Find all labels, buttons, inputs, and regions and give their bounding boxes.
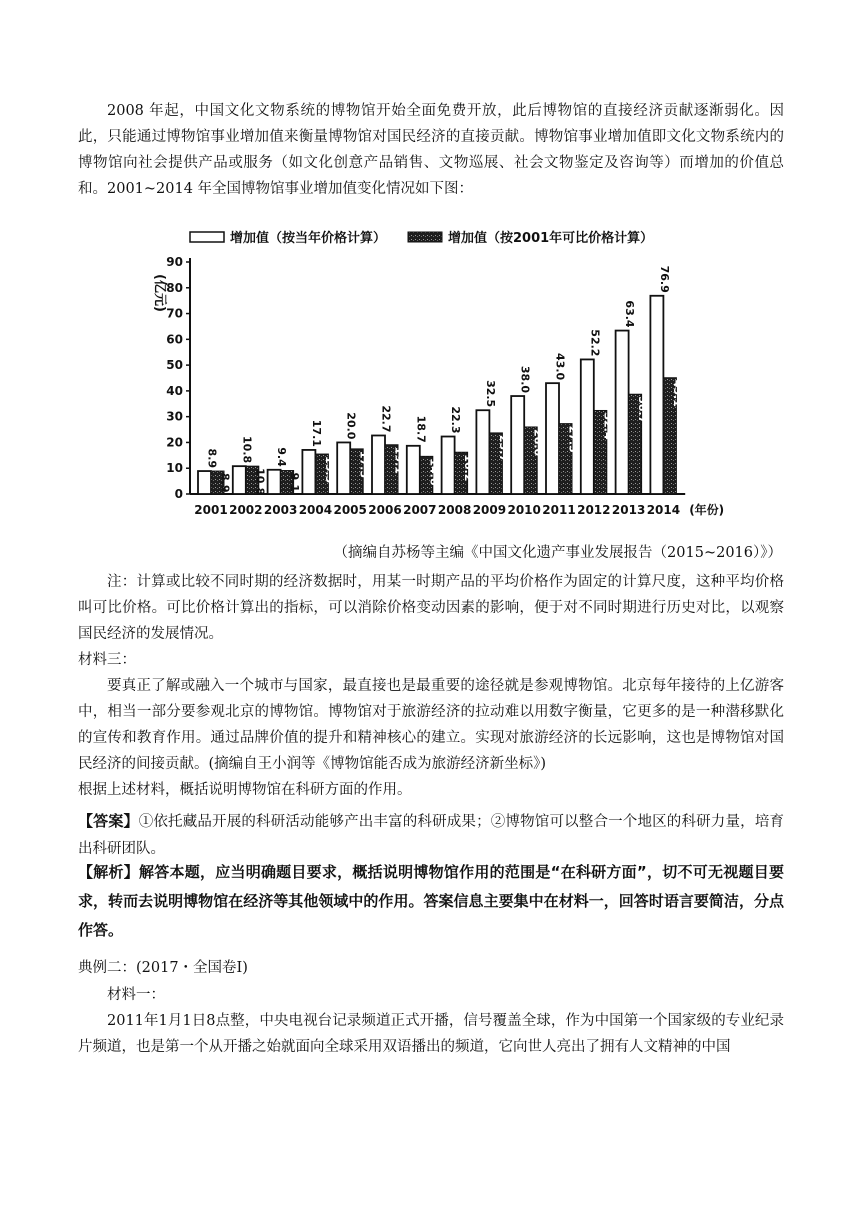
bar-current-price xyxy=(337,442,350,494)
material-three-heading: 材料三： xyxy=(78,652,136,668)
material-one-heading: 材料一： xyxy=(107,987,165,1003)
data-label-comparable-price: 8.9 xyxy=(218,473,232,493)
y-tick-label: 60 xyxy=(166,332,183,347)
data-label-comparable-price: 38.7 xyxy=(636,396,650,424)
y-tick-label: 40 xyxy=(166,383,183,398)
data-label-current-price: 63.4 xyxy=(623,300,637,328)
x-tick-label: 2005 xyxy=(333,503,367,517)
legend-label-comparable-price: 增加值（按2001年可比价格计算） xyxy=(448,231,654,246)
x-tick-label: 2011 xyxy=(542,503,576,517)
y-tick-label: 20 xyxy=(166,435,183,450)
x-tick-label: 2014 xyxy=(646,503,681,517)
bar-current-price xyxy=(476,410,489,494)
data-label-current-price: 52.2 xyxy=(588,329,602,357)
x-tick-label: 2002 xyxy=(229,503,263,517)
bar-current-price xyxy=(407,446,420,494)
data-label-comparable-price: 10.8 xyxy=(253,468,267,496)
bar-current-price xyxy=(302,450,315,494)
answer-paragraph xyxy=(78,807,784,862)
bar-current-price xyxy=(372,435,385,494)
data-label-comparable-price: 15.5 xyxy=(322,456,336,484)
data-label-comparable-price: 14.6 xyxy=(427,458,441,486)
x-tick-label: 2001 xyxy=(194,503,228,517)
bar-current-price xyxy=(233,466,246,494)
x-tick-label: 2013 xyxy=(611,503,646,517)
question-text: 根据上述材料，概括说明博物馆在科研方面的作用。 xyxy=(78,782,412,798)
x-tick-label: 2010 xyxy=(507,503,541,517)
y-tick-label: 10 xyxy=(166,461,183,476)
x-tick-label: 2007 xyxy=(403,503,437,517)
data-label-current-price: 22.3 xyxy=(449,406,463,434)
data-label-current-price: 17.1 xyxy=(309,419,323,447)
x-tick-label: 2009 xyxy=(472,503,507,517)
legend-label-current-price: 增加值（按当年价格计算） xyxy=(230,231,387,246)
x-axis-label: (年份) xyxy=(689,503,725,517)
x-tick-label: 2012 xyxy=(577,503,611,517)
answer-text: ①依托藏品开展的科研活动能够产出丰富的科研成果；②博物馆可以整合一个地区的科研力量，培育出科研团队。 xyxy=(78,814,784,857)
y-tick-label: 50 xyxy=(166,358,183,373)
y-tick-label: 80 xyxy=(166,280,183,295)
bar-current-price xyxy=(198,471,211,494)
x-tick-label: 2006 xyxy=(368,503,402,517)
answer-label: 【答案】 xyxy=(78,812,139,830)
data-label-comparable-price: 23.7 xyxy=(496,434,510,463)
data-label-current-price: 76.9 xyxy=(657,265,671,293)
bar-current-price xyxy=(442,437,455,494)
analysis-paragraph xyxy=(78,858,784,945)
bar-current-price xyxy=(511,396,524,494)
y-tick-label: 0 xyxy=(174,487,183,501)
data-label-current-price: 22.7 xyxy=(379,405,393,433)
data-label-comparable-price: 19.1 xyxy=(392,446,406,474)
data-label-current-price: 9.4 xyxy=(275,447,289,467)
data-label-comparable-price: 17.5 xyxy=(357,450,371,479)
data-label-current-price: 10.8 xyxy=(240,436,254,464)
data-label-current-price: 32.5 xyxy=(483,380,497,408)
bar-current-price xyxy=(616,331,629,494)
y-axis-label: (亿元) xyxy=(152,274,167,312)
y-tick-label: 90 xyxy=(166,255,183,269)
analysis-text: 解答本题，应当明确题目要求，概括说明博物馆作用的范围是“在科研方面”，切不可无视题目要求，转而去说明博物馆在经济等其他领域中的作用。答案信息主要集中在材料一，回答时语言要简洁，分点作答。 xyxy=(78,863,784,939)
bar-current-price xyxy=(546,383,559,494)
material-three-paragraph: 要真正了解或融入一个城市与国家，最直接也是最重要的途径就是参观博物馆。北京每年接待的上亿游客中，相当一部分要参观北京的博物馆。博物馆对于旅游经济的拉动难以用数字衡量，它更多的是一种潜移默化的宣传和教育作用。通过品牌价值的提升和精神核心的建立。实现对旅游经济的长远影响，这也是博物馆对国民经济的间接贡献。(摘编自王小润等《博物馆能否成为旅游经济新坐标》) xyxy=(78,678,784,772)
data-label-comparable-price: 45.1 xyxy=(670,379,684,407)
chart-source: （摘编自苏杨等主编《中国文化遗产事业发展报告（2015~2016）》） xyxy=(333,545,782,561)
material-one-paragraph: 2011年1月1日8点整，中央电视台记录频道正式开播，信号覆盖全球，作为中国第一个国家级的专业纪录片频道，也是第一个从开播之始就面向全球采用双语播出的频道，它向世人亮出了拥有人文精神的中国 xyxy=(78,1013,784,1055)
data-label-comparable-price: 26.0 xyxy=(531,428,545,457)
data-label-current-price: 43.0 xyxy=(553,353,567,381)
x-tick-label: 2008 xyxy=(437,503,472,517)
data-label-current-price: 8.9 xyxy=(205,448,219,469)
x-tick-label: 2003 xyxy=(263,503,298,517)
legend-swatch-current-price xyxy=(190,232,224,242)
data-label-current-price: 18.7 xyxy=(414,415,428,443)
bar-current-price xyxy=(581,359,594,494)
intro-paragraph: 2008 年起，中国文化文物系统的博物馆开始全面免费开放，此后博物馆的直接经济贡献逐渐弱化。因此，只能通过博物馆事业增加值来衡量博物馆对国民经济的直接贡献。博物馆事业增加值即文化文物系统内的博物馆向社会提供产品或服务（如文化创意产品销售、文物巡展、社会文物鉴定及咨询等）而增加的价值总和。2001~2014 年全国博物馆事业增加值变化情况如下图： xyxy=(78,103,784,197)
data-label-comparable-price: 9.1 xyxy=(288,472,302,493)
example-two-heading: 典例二：(2017・全国卷Ⅰ) xyxy=(78,960,248,976)
y-tick-label: 70 xyxy=(166,306,183,321)
x-tick-label: 2004 xyxy=(298,503,333,517)
y-tick-label: 30 xyxy=(166,409,183,424)
bar-current-price xyxy=(268,470,281,494)
analysis-label: 【解析】 xyxy=(78,863,139,881)
data-label-comparable-price: 16.2 xyxy=(462,454,476,482)
museum-value-added-chart xyxy=(150,222,725,532)
data-label-current-price: 38.0 xyxy=(518,365,532,394)
legend-swatch-comparable-price xyxy=(408,232,442,242)
note-paragraph: 注：计算或比较不同时期的经济数据时，用某一时期产品的平均价格作为固定的计算尺度，这种平均价格叫可比价格。可比价格计算出的指标，可以消除价格变动因素的影响，便于对不同时期进行历史对比，以观察国民经济的发展情况。 xyxy=(78,574,784,642)
data-label-comparable-price: 32.4 xyxy=(601,412,615,440)
data-label-current-price: 20.0 xyxy=(344,412,358,440)
data-label-comparable-price: 27.3 xyxy=(566,425,580,453)
bar-current-price xyxy=(650,296,663,494)
